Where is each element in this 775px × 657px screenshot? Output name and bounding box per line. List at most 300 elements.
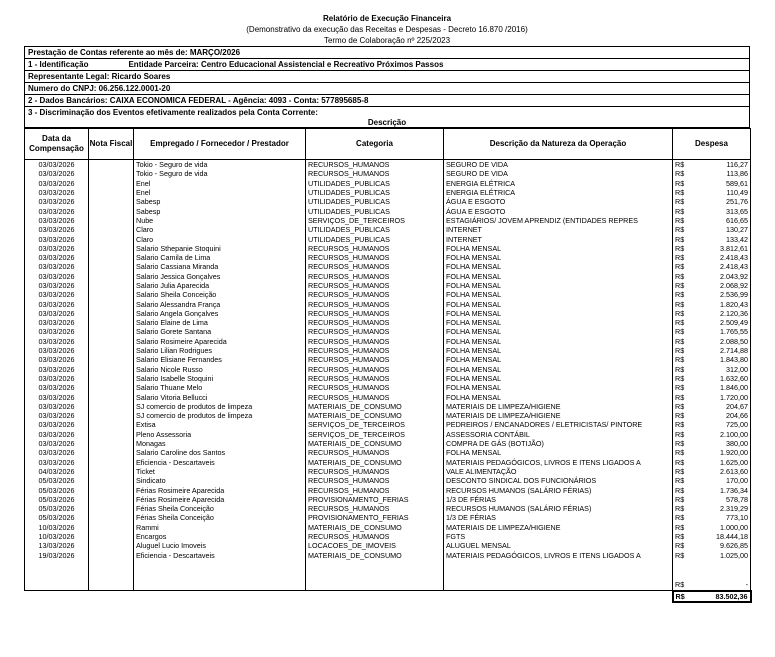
expense-amount: 616,65: [726, 215, 748, 225]
cell-invoice: [89, 272, 134, 281]
blank-cell: [89, 560, 134, 570]
blank-cell: [134, 580, 306, 591]
cell-supplier: Monagas: [134, 439, 306, 448]
cell-invoice: [89, 439, 134, 448]
cell-invoice: [89, 244, 134, 253]
table-row: [25, 262, 751, 271]
total-expense: [673, 591, 751, 602]
cell-invoice: [89, 290, 134, 299]
table-row: [25, 188, 751, 197]
cell-date: 03/03/2026: [25, 355, 89, 364]
cell-expense: [673, 523, 751, 532]
cell-category: RECURSOS_HUMANOS: [306, 365, 444, 374]
cell-date: 03/03/2026: [25, 411, 89, 420]
cell-supplier: SJ comercio de produtos de limpeza: [134, 411, 306, 420]
cell-invoice: [89, 234, 134, 243]
cell-invoice: [89, 327, 134, 336]
cell-supplier: Aluguel Lucio Imoveis: [134, 541, 306, 550]
currency-symbol: R$: [675, 234, 685, 244]
table-row: [25, 495, 751, 504]
cell-expense: [673, 346, 751, 355]
table-row: [25, 523, 751, 532]
cell-date: 13/03/2026: [25, 541, 89, 550]
expense-amount: 1.820,43: [720, 299, 748, 309]
cell-date: 03/03/2026: [25, 179, 89, 188]
cell-invoice: [89, 206, 134, 215]
table-row: [25, 420, 751, 429]
cell-category: UTILIDADES_PUBLICAS: [306, 206, 444, 215]
cell-category: MATERIAIS_DE_CONSUMO: [306, 458, 444, 467]
cell-expense: [673, 365, 751, 374]
table-row: [25, 448, 751, 457]
table-row: [25, 244, 751, 253]
cell-category: RECURSOS_HUMANOS: [306, 309, 444, 318]
cell-category: MATERIAIS_DE_CONSUMO: [306, 550, 444, 559]
cell-supplier: Pleno Assessoria: [134, 430, 306, 439]
cell-nature: DESCONTO SINDICAL DOS FUNCIONÁRIOS: [444, 476, 673, 485]
cell-category: RECURSOS_HUMANOS: [306, 160, 444, 170]
currency-symbol: R$: [675, 178, 685, 188]
cell-expense: [673, 197, 751, 206]
cell-invoice: [89, 430, 134, 439]
expense-amount: 2.509,49: [720, 318, 748, 328]
total-row: [25, 591, 751, 602]
cell-category: RECURSOS_HUMANOS: [306, 290, 444, 299]
cell-supplier: Salario Nicole Russo: [134, 365, 306, 374]
cell-nature: FOLHA MENSAL: [444, 290, 673, 299]
cell-expense: [673, 513, 751, 522]
cell-expense: [673, 290, 751, 299]
currency-symbol: R$: [675, 550, 685, 560]
table-row: [25, 467, 751, 476]
cell-category: MATERIAIS_DE_CONSUMO: [306, 439, 444, 448]
blank-cell: [673, 580, 751, 591]
cell-nature: MATERIAIS PEDAGÓGICOS, LIVROS E ITENS LIGADOS A: [444, 550, 673, 559]
table-row: [25, 253, 751, 262]
cell-category: MATERIAIS_DE_CONSUMO: [306, 402, 444, 411]
cell-date: 03/03/2026: [25, 169, 89, 178]
legal-representative: Representante Legal: Ricardo Soares: [25, 71, 749, 83]
cell-invoice: [89, 160, 134, 170]
cell-date: 03/03/2026: [25, 365, 89, 374]
cell-supplier: Eficiencia - Descartaveis: [134, 550, 306, 559]
cell-invoice: [89, 458, 134, 467]
table-row: [25, 411, 751, 420]
cell-date: 10/03/2026: [25, 523, 89, 532]
cell-expense: [673, 327, 751, 336]
cell-supplier: Claro: [134, 234, 306, 243]
cell-invoice: [89, 476, 134, 485]
cell-category: RECURSOS_HUMANOS: [306, 532, 444, 541]
expense-amount: 1.846,00: [720, 383, 748, 393]
cell-supplier: Salario Rosimeire Aparecida: [134, 337, 306, 346]
currency-symbol: R$: [675, 299, 685, 309]
cell-invoice: [89, 383, 134, 392]
table-row: [25, 513, 751, 522]
cell-invoice: [89, 169, 134, 178]
expense-amount: 18.444,18: [716, 532, 748, 542]
cell-date: 05/03/2026: [25, 513, 89, 522]
cell-date: 03/03/2026: [25, 244, 89, 253]
cell-category: UTILIDADES_PUBLICAS: [306, 234, 444, 243]
cell-invoice: [89, 504, 134, 513]
cell-invoice: [89, 392, 134, 401]
cell-supplier: Sindicato: [134, 476, 306, 485]
cell-expense: [673, 467, 751, 476]
cell-nature: MATERIAIS DE LIMPEZA/HIGIENE: [444, 402, 673, 411]
expense-amount: 251,76: [726, 197, 748, 207]
cell-invoice: [89, 355, 134, 364]
cell-category: RECURSOS_HUMANOS: [306, 504, 444, 513]
cell-supplier: Salario Caroline dos Santos: [134, 448, 306, 457]
events-heading: 3 - Discriminação dos Eventos efetivamente realizados pela Conta Corrente:: [28, 108, 318, 117]
cell-expense: [673, 402, 751, 411]
cell-nature: VALE ALIMENTAÇÃO: [444, 467, 673, 476]
cell-nature: FOLHA MENSAL: [444, 253, 673, 262]
cell-supplier: Férias Rosimeire Aparecida: [134, 495, 306, 504]
cell-date: 03/03/2026: [25, 299, 89, 308]
cell-supplier: Ticket: [134, 467, 306, 476]
cell-date: 03/03/2026: [25, 253, 89, 262]
table-row: [25, 234, 751, 243]
cell-expense: [673, 392, 751, 401]
cell-date: 03/03/2026: [25, 402, 89, 411]
identification-row: [25, 59, 749, 71]
cell-invoice: [89, 402, 134, 411]
cell-expense: [673, 272, 751, 281]
cell-invoice: [89, 197, 134, 206]
expense-amount: 2.088,50: [720, 336, 748, 346]
cell-expense: [673, 439, 751, 448]
currency-symbol: R$: [675, 504, 685, 514]
cell-supplier: Salario Gorete Santana: [134, 327, 306, 336]
cell-invoice: [89, 253, 134, 262]
expense-amount: 1.920,00: [720, 448, 748, 458]
cell-invoice: [89, 346, 134, 355]
table-row: [25, 430, 751, 439]
cell-expense: [673, 355, 751, 364]
cell-category: RECURSOS_HUMANOS: [306, 169, 444, 178]
cell-category: PROVISIONAMENTO_FERIAS: [306, 495, 444, 504]
blank-cell: [306, 570, 444, 580]
cell-expense: [673, 244, 751, 253]
table-body: [25, 160, 751, 603]
cell-expense: [673, 234, 751, 243]
total-spacer: [444, 591, 673, 602]
blank-cell: [444, 560, 673, 570]
cell-date: 05/03/2026: [25, 485, 89, 494]
currency-symbol: R$: [675, 188, 685, 198]
currency-symbol: R$: [675, 290, 685, 300]
table-row: [25, 392, 751, 401]
cell-nature: RECURSOS HUMANOS (SALÁRIO FÉRIAS): [444, 485, 673, 494]
blank-cell: [306, 580, 444, 591]
expense-amount: 2.319,29: [720, 504, 748, 514]
cell-expense: [673, 383, 751, 392]
currency-symbol: R$: [675, 485, 685, 495]
financial-report: [24, 13, 750, 603]
cell-invoice: [89, 179, 134, 188]
currency-symbol: R$: [675, 308, 685, 318]
table-row: [25, 476, 751, 485]
header-supplier: Empregado / Fornecedor / Prestador: [134, 129, 306, 160]
currency-symbol: R$: [675, 429, 685, 439]
currency-symbol: R$: [675, 420, 685, 430]
collaboration-term: Termo de Colaboração nº 225/2023: [323, 36, 451, 45]
cell-nature: ÁGUA E ESGOTO: [444, 197, 673, 206]
currency-symbol: R$: [675, 457, 685, 467]
total-spacer: [89, 591, 134, 602]
expense-amount: 725,00: [726, 420, 748, 430]
currency-symbol: R$: [675, 383, 685, 393]
cell-nature: FOLHA MENSAL: [444, 337, 673, 346]
blank-cell: [25, 580, 89, 591]
currency-symbol: R$: [675, 281, 685, 290]
cell-supplier: Claro: [134, 225, 306, 234]
cell-category: UTILIDADES_PUBLICAS: [306, 188, 444, 197]
cell-supplier: Nube: [134, 216, 306, 225]
expense-amount: 1.736,34: [720, 485, 748, 495]
cell-supplier: Extisa: [134, 420, 306, 429]
cell-date: 03/03/2026: [25, 392, 89, 401]
report-subtitle: (Demonstrativo da execução das Receitas e Despesas - Decreto 16.870 /2016): [246, 25, 528, 34]
table-row: [25, 281, 751, 290]
header-date: Data da Compensação: [25, 129, 89, 160]
cell-supplier: Salario Lilian Rodrigues: [134, 346, 306, 355]
expense-amount: 204,67: [726, 401, 748, 411]
currency-symbol: R$: [675, 494, 685, 504]
expense-amount: 116,27: [726, 160, 748, 170]
cell-date: 03/03/2026: [25, 383, 89, 392]
cell-expense: [673, 169, 751, 178]
cell-invoice: [89, 281, 134, 290]
total-amount: 83.502,36: [715, 591, 748, 601]
entity-name: Entidade Parceira: Centro Educacional Assistencial e Recreativo Próximos Passos: [128, 60, 444, 69]
cell-expense: [673, 160, 751, 170]
identification-label: 1 - Identificação: [28, 60, 89, 69]
table-row: [25, 225, 751, 234]
cell-nature: ASSESSORIA CONTÁBIL: [444, 430, 673, 439]
cell-date: 04/03/2026: [25, 467, 89, 476]
cell-supplier: SJ comercio de produtos de limpeza: [134, 402, 306, 411]
currency-symbol: R$: [675, 215, 685, 225]
currency-symbol: R$: [675, 243, 685, 253]
table-row: [25, 337, 751, 346]
cell-category: MATERIAIS_DE_CONSUMO: [306, 523, 444, 532]
cell-category: RECURSOS_HUMANOS: [306, 337, 444, 346]
cell-invoice: [89, 318, 134, 327]
expense-amount: 2.613,60: [720, 466, 748, 476]
cell-supplier: Salario Elisiane Fernandes: [134, 355, 306, 364]
cell-nature: INTERNET: [444, 225, 673, 234]
cell-nature: RECURSOS HUMANOS (SALÁRIO FÉRIAS): [444, 504, 673, 513]
cell-expense: [673, 188, 751, 197]
cell-category: RECURSOS_HUMANOS: [306, 346, 444, 355]
table-row: [25, 439, 751, 448]
cell-supplier: Férias Sheila Conceição: [134, 504, 306, 513]
cell-category: RECURSOS_HUMANOS: [306, 281, 444, 290]
cell-supplier: Sabesp: [134, 206, 306, 215]
cell-supplier: Férias Rosimeire Aparecida: [134, 485, 306, 494]
cell-invoice: [89, 448, 134, 457]
expense-amount: 380,00: [726, 439, 748, 449]
cell-nature: SEGURO DE VIDA: [444, 160, 673, 170]
cell-supplier: Sabesp: [134, 197, 306, 206]
header-expense: Despesa: [673, 129, 751, 160]
cell-category: RECURSOS_HUMANOS: [306, 374, 444, 383]
cell-expense: [673, 309, 751, 318]
blank-cell: [134, 570, 306, 580]
expense-amount: 130,27: [726, 225, 748, 235]
report-title: Relatório de Execução Financeira: [322, 14, 452, 23]
cell-date: 03/03/2026: [25, 318, 89, 327]
cell-date: 03/03/2026: [25, 197, 89, 206]
expense-amount: 2.418,43: [720, 253, 748, 263]
cell-supplier: Encargos: [134, 532, 306, 541]
currency-symbol: R$: [675, 373, 685, 383]
currency-symbol: R$: [675, 392, 685, 402]
cell-nature: COMPRA DE GÁS (BOTIJÃO): [444, 439, 673, 448]
table-row: [25, 485, 751, 494]
bank-details: 2 - Dados Bancários: CAIXA ECONOMICA FEDERAL - Agência: 4093 - Conta: 577895685-8: [25, 95, 749, 107]
cell-date: 03/03/2026: [25, 225, 89, 234]
cell-category: RECURSOS_HUMANOS: [306, 244, 444, 253]
cell-expense: [673, 299, 751, 308]
header-nature: Descrição da Natureza da Operação: [444, 129, 673, 160]
cnpj-number: Numero do CNPJ: 06.256.122.0001-20: [25, 83, 749, 95]
cell-nature: INTERNET: [444, 234, 673, 243]
expense-amount: 204,66: [726, 411, 748, 421]
currency-symbol: R$: [675, 580, 685, 590]
cell-nature: FOLHA MENSAL: [444, 299, 673, 308]
expense-amount: 110,49: [726, 188, 748, 198]
total-spacer: [25, 591, 89, 602]
table-header-row: [25, 129, 751, 160]
table-row: [25, 458, 751, 467]
expense-amount: 589,61: [726, 178, 748, 188]
header-category: Categoria: [306, 129, 444, 160]
expense-amount: 2.120,36: [720, 308, 748, 318]
expense-amount: 1.000,00: [720, 522, 748, 532]
cell-invoice: [89, 541, 134, 550]
cell-supplier: Salario Camila de Lima: [134, 253, 306, 262]
cell-category: RECURSOS_HUMANOS: [306, 299, 444, 308]
cell-expense: [673, 532, 751, 541]
expense-amount: 773,10: [726, 513, 748, 523]
currency-symbol: R$: [675, 411, 685, 421]
blank-cell: [444, 580, 673, 591]
table-row: [25, 355, 751, 364]
currency-symbol: R$: [675, 262, 685, 272]
cell-expense: [673, 179, 751, 188]
cell-nature: SEGURO DE VIDA: [444, 169, 673, 178]
currency-symbol: R$: [675, 541, 685, 551]
expense-amount: 313,65: [726, 206, 748, 216]
cell-supplier: Enel: [134, 179, 306, 188]
cell-nature: MATERIAIS DE LIMPEZA/HIGIENE: [444, 523, 673, 532]
table-row: [25, 206, 751, 215]
cell-invoice: [89, 299, 134, 308]
table-row: [25, 318, 751, 327]
cell-expense: [673, 281, 751, 290]
cell-expense: [673, 420, 751, 429]
expense-amount: 1.843,80: [720, 355, 748, 365]
cell-expense: [673, 550, 751, 559]
total-spacer: [306, 591, 444, 602]
cell-supplier: Tokio - Seguro de vida: [134, 160, 306, 170]
cell-expense: [673, 411, 751, 420]
identification-block: [24, 46, 750, 128]
expense-amount: 3.812,61: [720, 243, 748, 253]
cell-date: 03/03/2026: [25, 281, 89, 290]
cell-date: 03/03/2026: [25, 206, 89, 215]
expense-amount: 9.626,85: [720, 541, 748, 551]
cell-nature: FOLHA MENSAL: [444, 309, 673, 318]
expense-amount: 312,00: [726, 364, 748, 374]
currency-symbol: R$: [675, 476, 685, 486]
cell-nature: PEDREIROS / ENCANADORES / ELETRICISTAS/ PINTORE: [444, 420, 673, 429]
blank-row: [25, 560, 751, 570]
cell-category: MATERIAIS_DE_CONSUMO: [306, 411, 444, 420]
cell-date: 03/03/2026: [25, 458, 89, 467]
cell-expense: [673, 253, 751, 262]
cell-nature: FOLHA MENSAL: [444, 374, 673, 383]
blank-cell: [444, 570, 673, 580]
cell-supplier: Salario Isabelle Stoquini: [134, 374, 306, 383]
cell-date: 05/03/2026: [25, 495, 89, 504]
expense-amount: 113,86: [726, 169, 748, 179]
table-row: [25, 374, 751, 383]
cell-invoice: [89, 309, 134, 318]
cell-expense: [673, 504, 751, 513]
currency-symbol: R$: [675, 513, 685, 523]
cell-category: PROVISIONAMENTO_FERIAS: [306, 513, 444, 522]
table-row: [25, 532, 751, 541]
expense-amount: 2.100,00: [720, 429, 748, 439]
table-row: [25, 216, 751, 225]
cell-date: 03/03/2026: [25, 262, 89, 271]
cell-category: RECURSOS_HUMANOS: [306, 392, 444, 401]
cell-expense: [673, 225, 751, 234]
table-row: [25, 272, 751, 281]
cell-supplier: Eficiencia - Descartaveis: [134, 458, 306, 467]
expense-amount: 133,42: [726, 234, 748, 244]
expense-amount: 1.025,00: [720, 550, 748, 560]
expense-amount: 2.418,43: [720, 262, 748, 272]
cell-category: RECURSOS_HUMANOS: [306, 327, 444, 336]
cell-invoice: [89, 513, 134, 522]
table-row: [25, 346, 751, 355]
currency-symbol: R$: [675, 327, 685, 337]
cell-invoice: [89, 374, 134, 383]
cell-supplier: Salario Elaine de Lima: [134, 318, 306, 327]
cell-nature: MATERIAIS DE LIMPEZA/HIGIENE: [444, 411, 673, 420]
cell-nature: ALUGUEL MENSAL: [444, 541, 673, 550]
cell-expense: [673, 337, 751, 346]
cell-date: 05/03/2026: [25, 504, 89, 513]
cell-invoice: [89, 337, 134, 346]
cell-invoice: [89, 550, 134, 559]
cell-category: SERVIÇOS_DE_TERCEIROS: [306, 430, 444, 439]
expense-amount: 2.714,88: [720, 346, 748, 356]
cell-category: RECURSOS_HUMANOS: [306, 476, 444, 485]
table-row: [25, 383, 751, 392]
cell-date: 19/03/2026: [25, 550, 89, 559]
reference-month: Prestação de Contas referente ao mês de: MARÇO/2026: [25, 47, 749, 59]
expense-amount: 170,00: [726, 476, 748, 486]
cell-date: 03/03/2026: [25, 420, 89, 429]
cell-category: RECURSOS_HUMANOS: [306, 253, 444, 262]
